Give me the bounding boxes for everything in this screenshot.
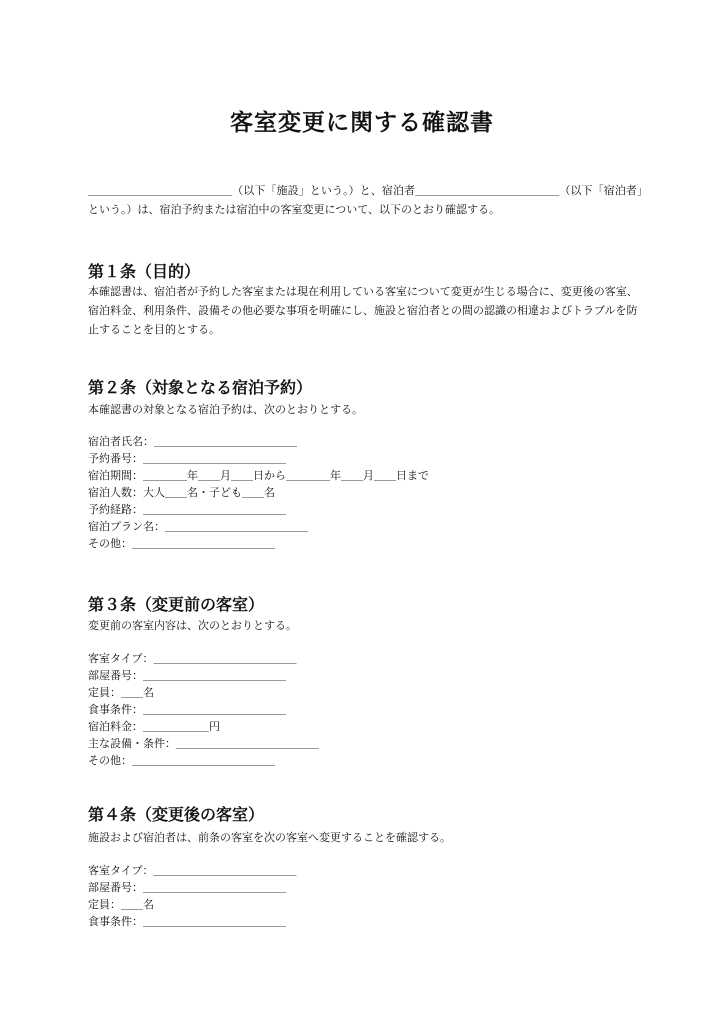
field-room-type: 客室タイプ：＿＿＿＿＿＿＿＿＿＿＿＿＿ xyxy=(88,864,297,877)
document-title: 客室変更に関する確認書 xyxy=(230,110,494,136)
article-4-fields xyxy=(88,862,648,930)
field-guest-count: 宿泊人数：大人＿＿名・子ども＿＿名 xyxy=(88,486,275,499)
field-other: その他：＿＿＿＿＿＿＿＿＿＿＿＿＿ xyxy=(88,537,275,550)
article-3-fields xyxy=(88,650,648,769)
field-meal-terms: 食事条件：＿＿＿＿＿＿＿＿＿＿＿＿＿ xyxy=(88,915,286,928)
article-2-body: 本確認書の対象となる宿泊予約は、次のとおりとする。 xyxy=(88,403,363,416)
article-3-body: 変更前の客室内容は、次のとおりとする。 xyxy=(88,619,297,632)
article-2-title: 第２条（対象となる宿泊予約） xyxy=(88,378,313,397)
article-2-fields xyxy=(88,433,648,552)
article-1-title: 第１条（目的） xyxy=(88,262,201,281)
field-facilities: 主な設備・条件：＿＿＿＿＿＿＿＿＿＿＿＿＿ xyxy=(88,737,319,750)
article-4-title: 第４条（変更後の客室） xyxy=(88,805,265,824)
field-stay-period: 宿泊期間：＿＿＿＿年＿＿月＿＿日から＿＿＿＿年＿＿月＿＿日まで xyxy=(88,469,429,482)
field-capacity: 定員：＿＿名 xyxy=(88,898,154,911)
article-4-body: 施設および宿泊者は、前条の客室を次の客室へ変更することを確認する。 xyxy=(88,831,451,844)
field-room-number: 部屋番号：＿＿＿＿＿＿＿＿＿＿＿＿＿ xyxy=(88,669,286,682)
field-room-number: 部屋番号：＿＿＿＿＿＿＿＿＿＿＿＿＿ xyxy=(88,881,286,894)
field-reservation-number: 予約番号：＿＿＿＿＿＿＿＿＿＿＿＿＿ xyxy=(88,452,286,465)
article-1-body: 本確認書は、宿泊者が予約した客室または現在利用している客室について変更が生じる場合に、変更後の客室、宿泊料金、利用条件、設備その他必要な事項を明確にし、施設と宿泊者との間の認識の相違およびトラブルを防止することを目的とする。 xyxy=(88,285,638,336)
field-plan-name: 宿泊プラン名：＿＿＿＿＿＿＿＿＿＿＿＿＿ xyxy=(88,520,308,533)
intro-paragraph: ＿＿＿＿＿＿＿＿＿＿＿＿＿（以下「施設」という。）と、宿泊者＿＿＿＿＿＿＿＿＿＿＿＿＿（以下「宿泊者」という。）は、宿泊予約または宿泊中の客室変更について、以下のとおり確認する。 xyxy=(88,184,648,216)
field-room-type: 客室タイプ：＿＿＿＿＿＿＿＿＿＿＿＿＿ xyxy=(88,652,297,665)
field-meal-terms: 食事条件：＿＿＿＿＿＿＿＿＿＿＿＿＿ xyxy=(88,703,286,716)
article-3-title: 第３条（変更前の客室） xyxy=(88,595,265,614)
field-capacity: 定員：＿＿名 xyxy=(88,686,154,699)
field-guest-name: 宿泊者氏名：＿＿＿＿＿＿＿＿＿＿＿＿＿ xyxy=(88,435,297,448)
field-room-rate: 宿泊料金：＿＿＿＿＿＿円 xyxy=(88,720,220,733)
field-booking-channel: 予約経路：＿＿＿＿＿＿＿＿＿＿＿＿＿ xyxy=(88,503,286,516)
field-other: その他：＿＿＿＿＿＿＿＿＿＿＿＿＿ xyxy=(88,754,275,767)
